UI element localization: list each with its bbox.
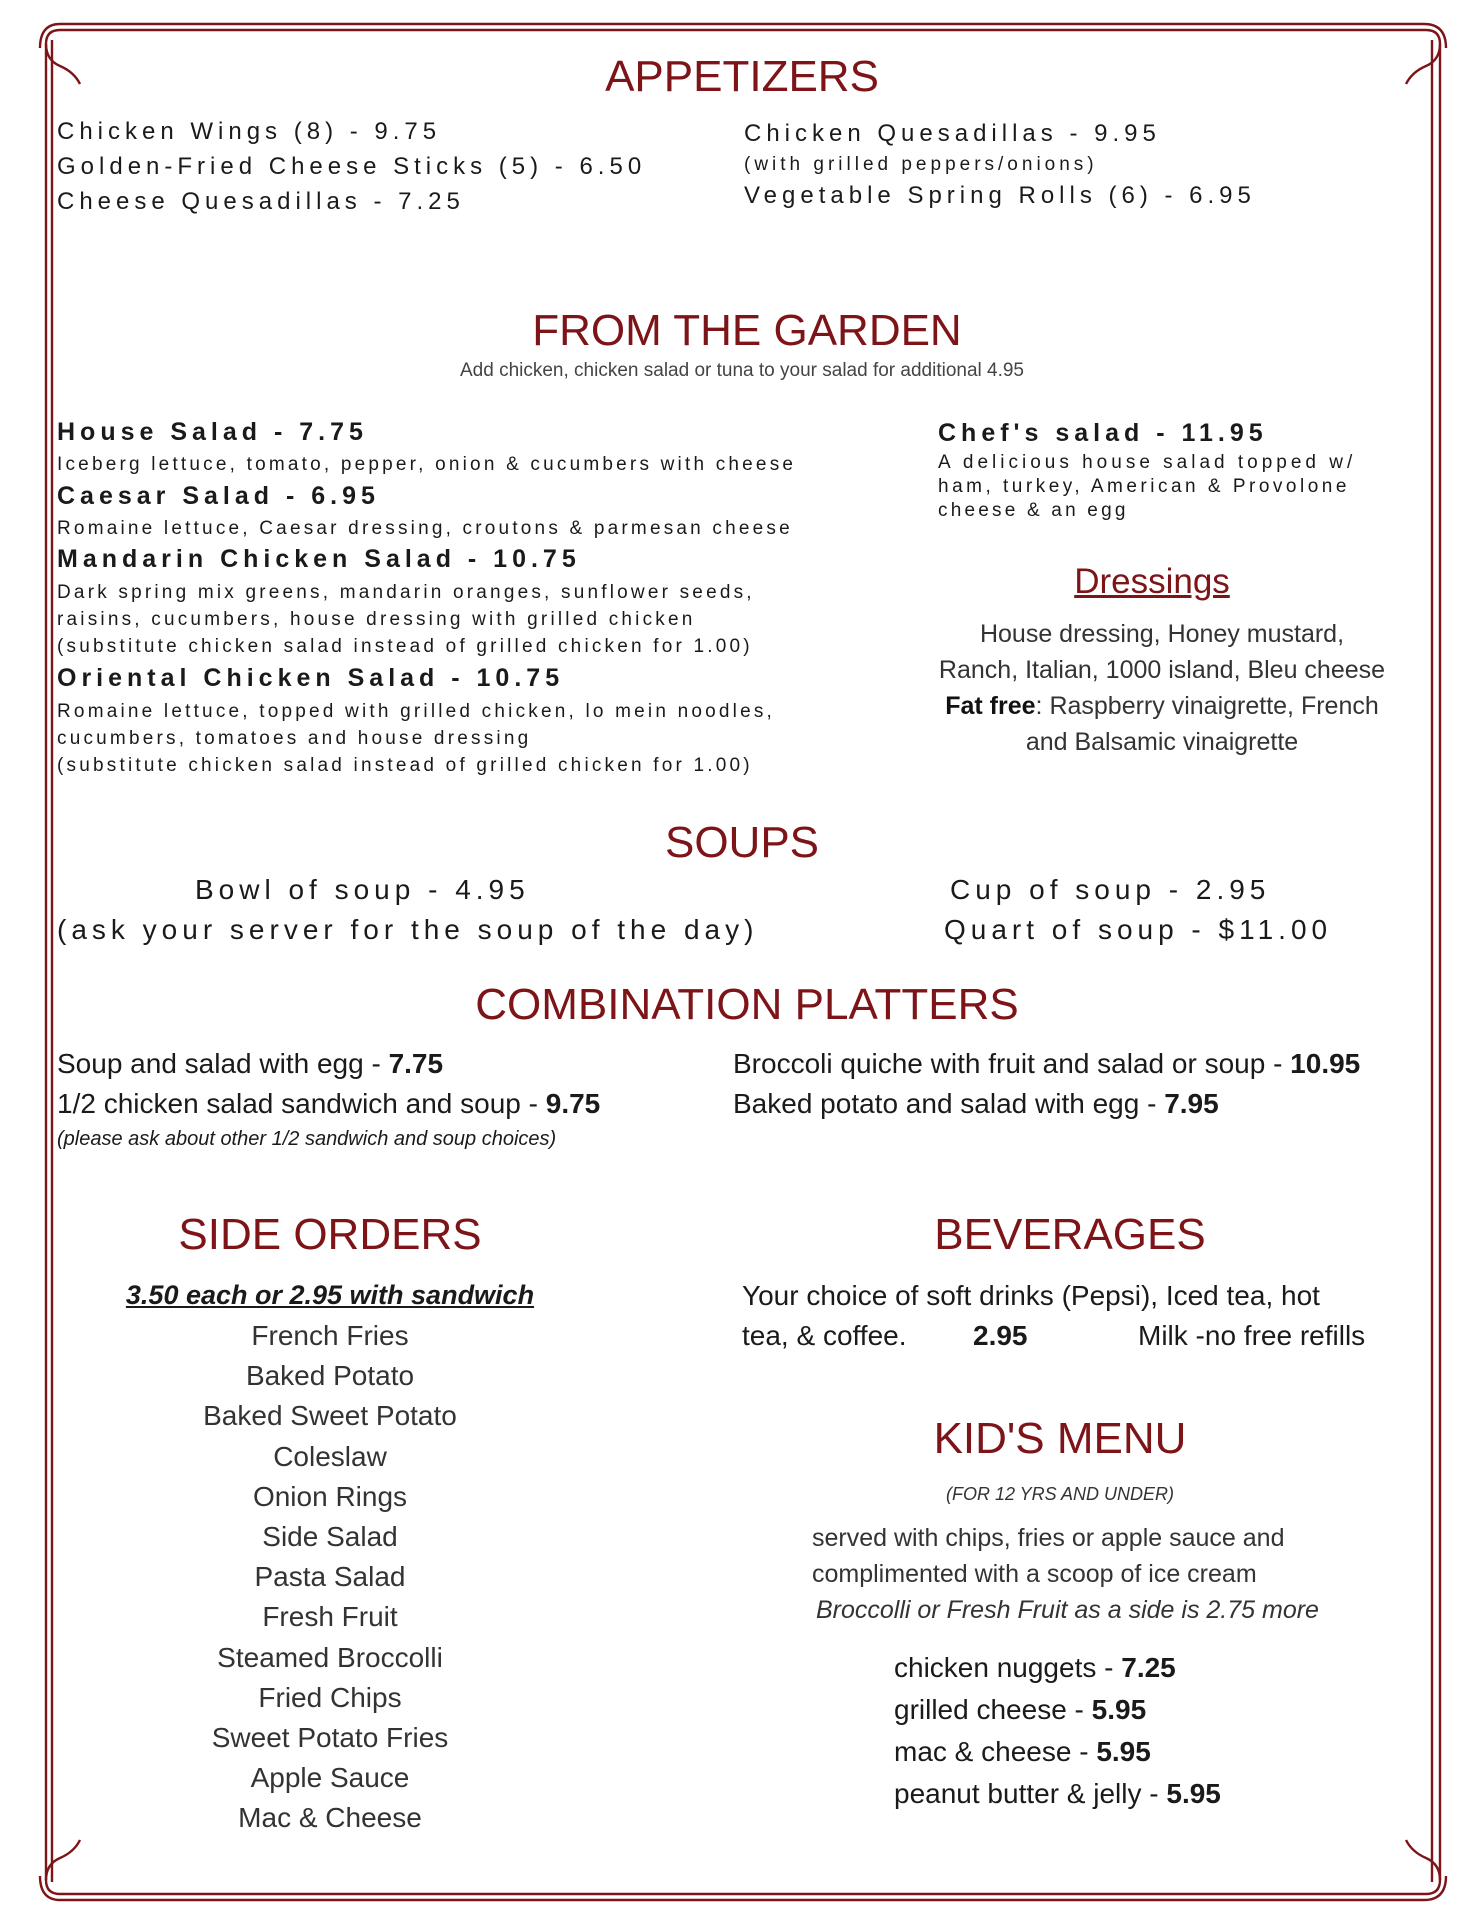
beverages-line-2: tea, & coffee. [742,1320,907,1351]
side-order-item: Baked Sweet Potato [203,1400,457,1432]
combos-heading: COMBINATION PLATTERS [475,980,1019,1029]
kids-item-name: chicken nuggets - [894,1652,1122,1683]
side-order-item: French Fries [251,1320,409,1351]
dressings-heading: Dressings [1074,562,1230,601]
beverages-line-1: Your choice of soft drinks (Pepsi), Iced tea, hot [742,1280,1320,1311]
mandarin-salad-title: Mandarin Chicken Salad - 10.75 [57,545,581,573]
combo-quiche-text: Broccoli quiche with fruit and salad or soup - [733,1048,1291,1079]
kids-desc-2: complimented with a scoop of ice cream [812,1560,1257,1588]
kids-item-name: grilled cheese - [894,1694,1092,1725]
side-order-item: Fried Chips [258,1681,402,1713]
mandarin-salad-desc-2: raisins, cucumbers, house dressing with grilled chicken [57,609,696,630]
appetizer-chicken-quesadillas: Chicken Quesadillas - 9.95 [744,120,1161,147]
kids-item-name: mac & cheese - [894,1736,1097,1767]
dressings-line-4: and Balsamic vinaigrette [1025,728,1299,756]
soup-ask-server: (ask your server for the soup of the day) [57,914,759,945]
oriental-salad-desc-3: (substitute chicken salad instead of grilled chicken for 1.00) [57,755,753,776]
kids-item-price: 7.25 [1121,1652,1176,1683]
combo-quiche-price: 10.95 [1290,1048,1361,1079]
caesar-salad-title: Caesar Salad - 6.95 [57,482,380,510]
mandarin-salad-desc-3: (substitute chicken salad instead of grilled chicken for 1.00) [57,636,753,657]
kids-menu-item [894,1736,1151,1768]
combo-sandwich-note: (please ask about other 1/2 sandwich and soup choices) [57,1128,557,1150]
soup-cup: Cup of soup - 2.95 [950,874,1271,905]
appetizer-chicken-wings: Chicken Wings (8) - 9.75 [57,118,442,145]
fat-free-list: : Raspberry vinaigrette, French [1035,692,1379,720]
kids-item-price: 5.95 [1096,1736,1151,1767]
chef-salad-desc-1: A delicious house salad topped w/ [938,452,1357,473]
kids-menu-item [894,1694,1146,1726]
combo-soup-salad-price: 7.75 [388,1048,444,1079]
chef-salad-title: Chef's salad - 11.95 [938,419,1268,447]
side-order-item: Sweet Potato Fries [211,1722,449,1753]
kids-item-price: 5.95 [1166,1778,1221,1809]
chef-salad-desc-3: cheese & an egg [938,500,1129,521]
kids-desc-1: served with chips, fries or apple sauce and [812,1524,1285,1552]
side-order-item: Baked Potato [245,1360,415,1392]
combo-half-sandwich [57,1088,600,1120]
appetizer-cheese-quesadillas: Cheese Quesadillas - 7.25 [57,188,465,215]
beverages-price: 2.95 [973,1320,1028,1351]
appetizer-spring-rolls: Vegetable Spring Rolls (6) - 6.95 [744,182,1256,209]
kids-item-price: 5.95 [1091,1694,1147,1725]
beverages-heading: BEVERAGES [934,1210,1206,1259]
combo-quiche [733,1048,1360,1080]
combo-half-sandwich-text: 1/2 chicken salad sandwich and soup - [57,1088,546,1119]
mandarin-salad-desc-1: Dark spring mix greens, mandarin oranges, sunflower seeds, [57,582,755,603]
side-order-item: Fresh Fruit [262,1601,398,1633]
side-order-item: Side Salad [262,1521,398,1552]
kids-desc-3: Broccolli or Fresh Fruit as a side is 2.75 more [816,1596,1319,1624]
soups-heading: SOUPS [664,818,820,867]
combo-baked-potato-price: 7.95 [1164,1088,1219,1119]
kids-menu-age: (FOR 12 YRS AND UNDER) [945,1484,1175,1504]
soup-quart: Quart of soup - $11.00 [944,914,1333,945]
combo-soup-salad-text: Soup and salad with egg - [57,1048,389,1079]
caesar-salad-desc: Romaine lettuce, Caesar dressing, croutons & parmesan cheese [57,518,793,539]
house-salad-desc: Iceberg lettuce, tomato, pepper, onion & cucumbers with cheese [57,454,797,475]
combo-soup-salad [57,1048,443,1080]
oriental-salad-desc-2: cucumbers, tomatoes and house dressing [57,728,532,749]
side-order-item: Mac & Cheese [238,1802,422,1834]
dressings-line-2: Ranch, Italian, 1000 island, Bleu cheese [938,656,1386,684]
fat-free-label: Fat free [945,692,1036,720]
side-order-item: Coleslaw [273,1440,387,1472]
combo-baked-potato [733,1088,1219,1120]
chef-salad-desc-2: ham, turkey, American & Provolone [938,476,1350,497]
oriental-salad-desc-1: Romaine lettuce, topped with grilled chicken, lo mein noodles, [57,701,776,722]
appetizer-quesadillas-note: (with grilled peppers/onions) [744,154,1098,175]
appetizer-cheese-sticks: Golden-Fried Cheese Sticks (5) - 6.50 [57,153,647,180]
garden-subtitle: Add chicken, chicken salad or tuna to your salad for additional 4.95 [459,360,1025,381]
kids-menu-heading: KID'S MENU [933,1414,1187,1463]
side-orders-heading: SIDE ORDERS [178,1210,482,1259]
side-order-item: Pasta Salad [254,1561,406,1593]
beverages-milk: Milk -no free refills [1138,1320,1366,1351]
garden-heading: FROM THE GARDEN [532,306,962,355]
combo-half-sandwich-price: 9.75 [545,1088,601,1119]
dressings-line-1: House dressing, Honey mustard, [979,620,1345,648]
kids-menu-item [894,1652,1176,1684]
kids-item-name: peanut butter & jelly - [894,1778,1167,1809]
combo-baked-potato-text: Baked potato and salad with egg - [733,1088,1165,1119]
appetizers-heading: APPETIZERS [605,52,879,101]
side-order-item: Steamed Broccolli [217,1641,443,1673]
side-order-item: Apple Sauce [250,1762,410,1794]
house-salad-title: House Salad - 7.75 [57,418,368,446]
dressings-line-3 [922,692,1402,721]
soup-bowl: Bowl of soup - 4.95 [195,874,530,905]
oriental-salad-title: Oriental Chicken Salad - 10.75 [57,664,565,692]
side-orders-price-note: 3.50 each or 2.95 with sandwich [125,1280,535,1310]
side-order-item: Onion Rings [252,1480,408,1512]
kids-menu-item [894,1778,1221,1810]
